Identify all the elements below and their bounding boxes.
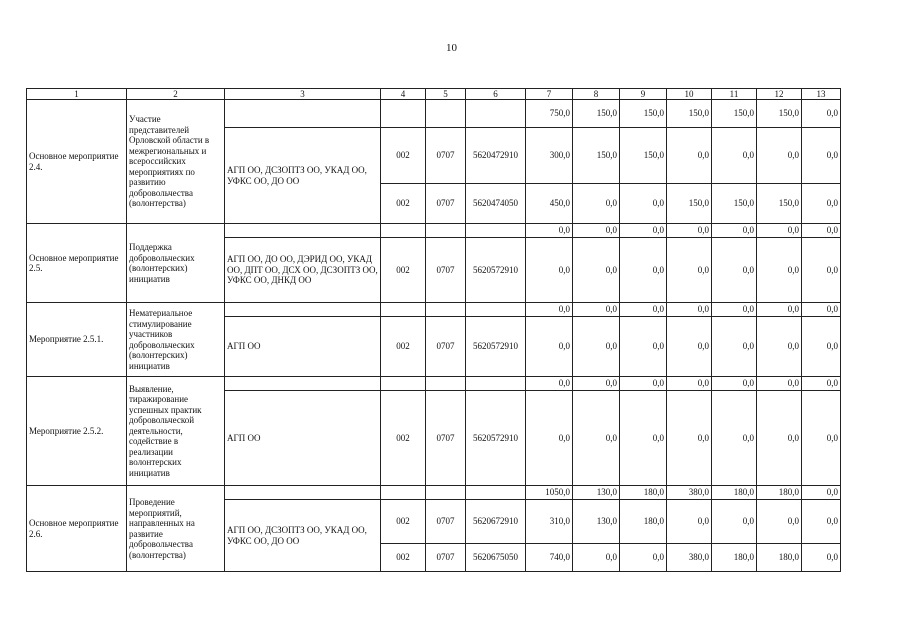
empty-cell — [225, 486, 381, 500]
value-cell: 0,0 — [573, 238, 620, 303]
value-cell: 150,0 — [573, 128, 620, 184]
total-value-cell: 180,0 — [620, 486, 667, 500]
value-cell: 180,0 — [757, 544, 802, 572]
rzpr-cell: 0707 — [426, 391, 466, 486]
grbs-cell: 002 — [381, 317, 426, 377]
value-cell: 0,0 — [526, 238, 573, 303]
total-value-cell: 0,0 — [802, 100, 841, 128]
event-name-cell: Мероприятие 2.5.1. — [27, 303, 127, 377]
value-cell: 0,0 — [620, 391, 667, 486]
executors-cell: АГП ОО — [225, 317, 381, 377]
value-cell: 150,0 — [667, 184, 712, 224]
value-cell: 0,0 — [712, 238, 757, 303]
grbs-cell: 002 — [381, 184, 426, 224]
header-cell: 8 — [573, 89, 620, 100]
value-cell: 450,0 — [526, 184, 573, 224]
event-description-cell: Поддержка добровольческих (волонтерских) инициатив — [127, 224, 225, 303]
rzpr-cell: 0707 — [426, 184, 466, 224]
total-value-cell: 150,0 — [620, 100, 667, 128]
event-description-cell: Нематериальное стимулирование участников добровольческих (волонтерских) инициатив — [127, 303, 225, 377]
total-row — [27, 224, 841, 238]
header-cell: 11 — [712, 89, 757, 100]
value-cell: 0,0 — [620, 317, 667, 377]
total-value-cell: 150,0 — [712, 100, 757, 128]
total-value-cell: 0,0 — [526, 377, 573, 391]
header-cell: 6 — [466, 89, 526, 100]
page-number: 10 — [446, 42, 457, 54]
total-value-cell: 0,0 — [802, 486, 841, 500]
value-cell: 0,0 — [620, 238, 667, 303]
event-description-cell: Выявление, тиражирование успешных практик добровольческой деятельности, содействие в реализации волонтерских инициатив — [127, 377, 225, 486]
total-value-cell: 0,0 — [620, 377, 667, 391]
total-value-cell: 0,0 — [573, 377, 620, 391]
total-value-cell: 0,0 — [712, 303, 757, 317]
value-cell: 180,0 — [620, 500, 667, 544]
total-value-cell: 150,0 — [757, 100, 802, 128]
empty-cell — [426, 377, 466, 391]
value-cell: 0,0 — [802, 238, 841, 303]
empty-cell — [426, 100, 466, 128]
total-value-cell: 130,0 — [573, 486, 620, 500]
total-value-cell: 0,0 — [802, 303, 841, 317]
value-cell: 0,0 — [757, 317, 802, 377]
total-row — [27, 303, 841, 317]
empty-cell — [225, 377, 381, 391]
empty-cell — [466, 224, 526, 238]
header-cell: 5 — [426, 89, 466, 100]
grbs-cell: 002 — [381, 544, 426, 572]
empty-cell — [466, 303, 526, 317]
grbs-cell: 002 — [381, 500, 426, 544]
empty-cell — [466, 377, 526, 391]
grbs-cell: 002 — [381, 391, 426, 486]
empty-cell — [466, 100, 526, 128]
value-cell: 0,0 — [757, 128, 802, 184]
value-cell: 0,0 — [802, 128, 841, 184]
total-value-cell: 0,0 — [526, 224, 573, 238]
rzpr-cell: 0707 — [426, 544, 466, 572]
empty-cell — [426, 224, 466, 238]
total-value-cell: 380,0 — [667, 486, 712, 500]
empty-cell — [426, 486, 466, 500]
value-cell: 0,0 — [667, 500, 712, 544]
executors-cell: АГП ОО, ДО ОО, ДЭРИД ОО, УКАД ОО, ДПТ ОО, ДСХ ОО, ДСЗОПТЗ ОО, УФКС ОО, ДНКД ОО — [225, 238, 381, 303]
value-cell: 0,0 — [620, 184, 667, 224]
csr-cell: 5620472910 — [466, 128, 526, 184]
value-cell: 0,0 — [620, 544, 667, 572]
total-value-cell: 0,0 — [667, 303, 712, 317]
value-cell: 310,0 — [526, 500, 573, 544]
rzpr-cell: 0707 — [426, 500, 466, 544]
event-description-cell: Участие представителей Орловской области в межрегиональных и всероссийских мероприятиях по развитию добровольчества (волонтерства) — [127, 100, 225, 224]
empty-cell — [466, 486, 526, 500]
csr-cell: 5620572910 — [466, 238, 526, 303]
empty-cell — [381, 224, 426, 238]
value-cell: 380,0 — [667, 544, 712, 572]
total-value-cell: 0,0 — [712, 377, 757, 391]
total-value-cell: 0,0 — [667, 224, 712, 238]
value-cell: 180,0 — [712, 544, 757, 572]
value-cell: 0,0 — [526, 317, 573, 377]
empty-cell — [381, 100, 426, 128]
empty-cell — [381, 486, 426, 500]
value-cell: 0,0 — [573, 184, 620, 224]
csr-cell: 5620474050 — [466, 184, 526, 224]
value-cell: 150,0 — [757, 184, 802, 224]
value-cell: 0,0 — [802, 184, 841, 224]
empty-cell — [381, 303, 426, 317]
value-cell: 740,0 — [526, 544, 573, 572]
value-cell: 0,0 — [712, 128, 757, 184]
csr-cell: 5620672910 — [466, 500, 526, 544]
total-value-cell: 0,0 — [802, 377, 841, 391]
total-value-cell: 150,0 — [573, 100, 620, 128]
csr-cell: 5620675050 — [466, 544, 526, 572]
total-value-cell: 1050,0 — [526, 486, 573, 500]
total-value-cell: 0,0 — [757, 224, 802, 238]
value-cell: 0,0 — [573, 544, 620, 572]
total-value-cell: 0,0 — [802, 224, 841, 238]
value-cell: 0,0 — [802, 500, 841, 544]
executors-cell: АГП ОО — [225, 391, 381, 486]
total-value-cell: 750,0 — [526, 100, 573, 128]
total-value-cell: 0,0 — [573, 303, 620, 317]
grbs-cell: 002 — [381, 238, 426, 303]
value-cell: 0,0 — [667, 128, 712, 184]
total-value-cell: 150,0 — [667, 100, 712, 128]
total-row — [27, 377, 841, 391]
total-value-cell: 0,0 — [667, 377, 712, 391]
total-row — [27, 486, 841, 500]
value-cell: 0,0 — [757, 391, 802, 486]
total-value-cell: 0,0 — [573, 224, 620, 238]
total-value-cell: 0,0 — [620, 224, 667, 238]
executors-cell: АГП ОО, ДСЗОПТЗ ОО, УКАД ОО, УФКС ОО, ДО ОО — [225, 128, 381, 224]
header-row — [27, 89, 841, 100]
header-cell: 12 — [757, 89, 802, 100]
table-body — [27, 89, 841, 572]
total-value-cell: 180,0 — [757, 486, 802, 500]
value-cell: 0,0 — [667, 238, 712, 303]
empty-cell — [225, 303, 381, 317]
empty-cell — [225, 224, 381, 238]
empty-cell — [426, 303, 466, 317]
event-name-cell: Основное мероприятие 2.6. — [27, 486, 127, 572]
header-cell: 10 — [667, 89, 712, 100]
value-cell: 0,0 — [802, 544, 841, 572]
value-cell: 0,0 — [757, 238, 802, 303]
budget-table — [26, 88, 841, 572]
value-cell: 0,0 — [712, 317, 757, 377]
value-cell: 150,0 — [712, 184, 757, 224]
header-cell: 3 — [225, 89, 381, 100]
header-cell: 7 — [526, 89, 573, 100]
header-cell: 2 — [127, 89, 225, 100]
event-name-cell: Основное мероприятие 2.4. — [27, 100, 127, 224]
empty-cell — [381, 377, 426, 391]
value-cell: 0,0 — [526, 391, 573, 486]
value-cell: 0,0 — [802, 317, 841, 377]
rzpr-cell: 0707 — [426, 238, 466, 303]
empty-cell — [225, 100, 381, 128]
value-cell: 150,0 — [620, 128, 667, 184]
value-cell: 130,0 — [573, 500, 620, 544]
total-value-cell: 0,0 — [712, 224, 757, 238]
csr-cell: 5620572910 — [466, 317, 526, 377]
total-value-cell: 0,0 — [526, 303, 573, 317]
csr-cell: 5620572910 — [466, 391, 526, 486]
value-cell: 0,0 — [712, 391, 757, 486]
value-cell: 300,0 — [526, 128, 573, 184]
header-cell: 1 — [27, 89, 127, 100]
event-description-cell: Проведение мероприятий, направленных на развитие добровольчества (волонтерства) — [127, 486, 225, 572]
value-cell: 0,0 — [802, 391, 841, 486]
header-cell: 13 — [802, 89, 841, 100]
total-value-cell: 0,0 — [757, 303, 802, 317]
total-row — [27, 100, 841, 128]
value-cell: 0,0 — [667, 317, 712, 377]
value-cell: 0,0 — [667, 391, 712, 486]
executors-cell: АГП ОО, ДСЗОПТЗ ОО, УКАД ОО, УФКС ОО, ДО ОО — [225, 500, 381, 572]
total-value-cell: 180,0 — [712, 486, 757, 500]
event-name-cell: Мероприятие 2.5.2. — [27, 377, 127, 486]
rzpr-cell: 0707 — [426, 317, 466, 377]
total-value-cell: 0,0 — [620, 303, 667, 317]
total-value-cell: 0,0 — [757, 377, 802, 391]
grbs-cell: 002 — [381, 128, 426, 184]
value-cell: 0,0 — [757, 500, 802, 544]
event-name-cell: Основное мероприятие 2.5. — [27, 224, 127, 303]
value-cell: 0,0 — [712, 500, 757, 544]
rzpr-cell: 0707 — [426, 128, 466, 184]
header-cell: 4 — [381, 89, 426, 100]
value-cell: 0,0 — [573, 317, 620, 377]
value-cell: 0,0 — [573, 391, 620, 486]
header-cell: 9 — [620, 89, 667, 100]
